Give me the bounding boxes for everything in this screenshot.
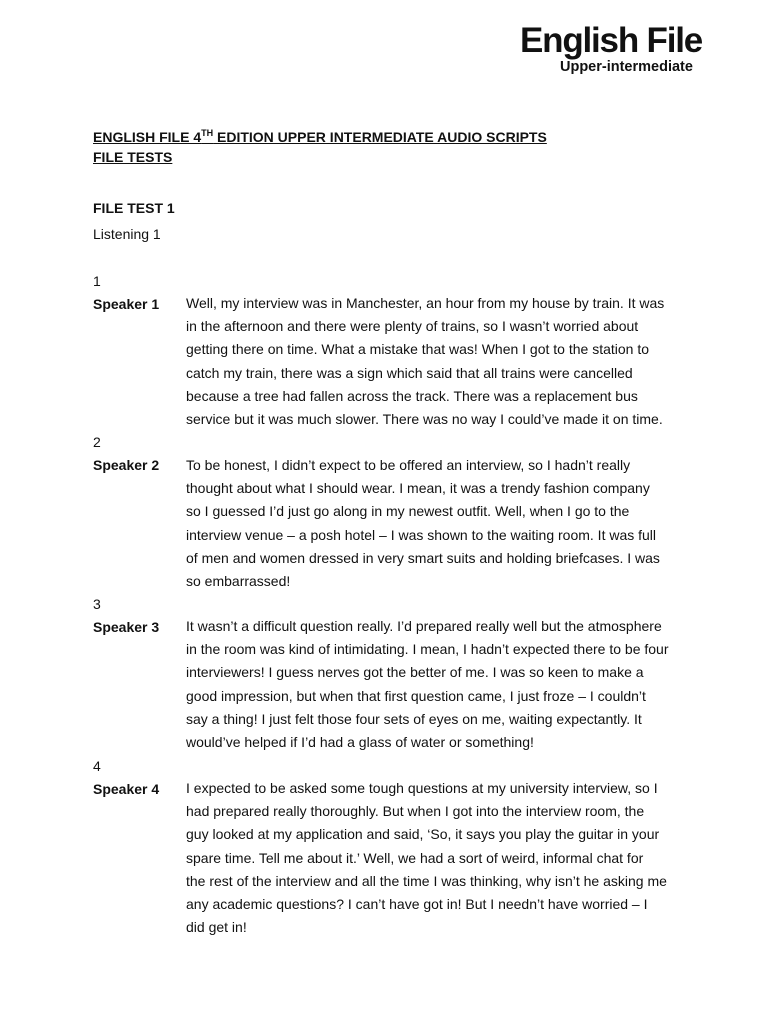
transcript-line: in the room was kind of intimidating. I mean, I hadn’t expected there to be four — [186, 641, 669, 658]
transcript-line: thought about what I should wear. I mean, it was a trendy fashion company — [186, 480, 650, 497]
transcript-line: of men and women dressed in very smart suits and holding briefcases. I was — [186, 549, 660, 566]
item-number: 4 — [93, 758, 101, 774]
item-number: 1 — [93, 273, 101, 289]
transcript-line: had prepared really thoroughly. But when I got into the interview room, the — [186, 803, 645, 820]
transcript-line: service but it was much slower. There was no way I could’ve made it on time. — [186, 411, 663, 428]
document-title — [93, 127, 547, 147]
transcript-line: the rest of the interview and all the time I was thinking, why isn’t he asking me — [186, 872, 667, 889]
transcript-line: getting there on time. What a mistake that was! When I got to the station to — [186, 341, 650, 358]
transcript-line: in the afternoon and there were plenty of trains, so I wasn’t worried about — [186, 318, 639, 335]
speaker-label: Speaker 4 — [93, 781, 160, 797]
logo-main-text: English File — [520, 21, 703, 60]
english-file-logo — [520, 22, 740, 75]
transcript-line: guy looked at my application and said, ‘So, it says you play the guitar in your — [186, 826, 660, 843]
transcript-line: It wasn’t a difficult question really. I’d prepared really well but the atmosphere — [186, 618, 662, 634]
document-title-superscript: TH — [201, 128, 214, 138]
transcript-line: good impression, but when that first question came, I just froze – I couldn’t — [186, 687, 646, 704]
transcript-line: because a tree had fallen across the track. There was a replacement bus — [186, 387, 638, 404]
test-title: FILE TEST 1 — [93, 200, 175, 216]
speaker-transcript — [186, 777, 686, 939]
transcript-line: interviewers! I guess nerves got the better of me. I was so keen to make a — [186, 664, 644, 681]
item-number: 2 — [93, 434, 101, 450]
document-title-pre: ENGLISH FILE 4 — [93, 129, 202, 145]
document-subtitle: FILE TESTS — [93, 149, 173, 165]
speaker-label: Speaker 1 — [93, 296, 160, 312]
document-title-post: EDITION UPPER INTERMEDIATE AUDIO SCRIPTS — [213, 129, 547, 145]
speaker-label: Speaker 2 — [93, 457, 160, 473]
speaker-transcript — [186, 292, 686, 431]
speaker-transcript — [186, 454, 686, 593]
transcript-line: did get in! — [186, 919, 247, 936]
logo-sub-text: Upper-intermediate — [560, 59, 693, 75]
listening-label: Listening 1 — [93, 226, 161, 242]
transcript-line: so embarrassed! — [186, 573, 291, 590]
transcript-line: I expected to be asked some tough questions at my university interview, so I — [186, 780, 658, 796]
transcript-line: any academic questions? I can’t have got in! But I needn’t have worried – I — [186, 896, 648, 913]
speaker-label: Speaker 3 — [93, 619, 160, 635]
transcript-line: Well, my interview was in Manchester, an hour from my house by train. It was — [186, 295, 665, 311]
transcript-line: spare time. Tell me about it.’ Well, we had a sort of weird, informal chat for — [186, 849, 644, 866]
transcript-line: interview venue – a posh hotel – I was shown to the waiting room. It was full — [186, 526, 657, 543]
transcript-line: To be honest, I didn’t expect to be offered an interview, so I hadn’t really — [186, 457, 631, 473]
transcript-line: catch my train, there was a sign which said that all trains were cancelled — [186, 364, 633, 381]
transcript-line: would’ve helped if I’d had a glass of water or something! — [186, 734, 534, 751]
transcript-line: so I guessed I’d just go along in my newest outfit. Well, when I go to the — [186, 503, 630, 520]
item-number: 3 — [93, 596, 101, 612]
transcript-line: say a thing! I just felt those four sets of eyes on me, waiting expectantly. It — [186, 710, 642, 727]
speaker-transcript — [186, 615, 686, 754]
